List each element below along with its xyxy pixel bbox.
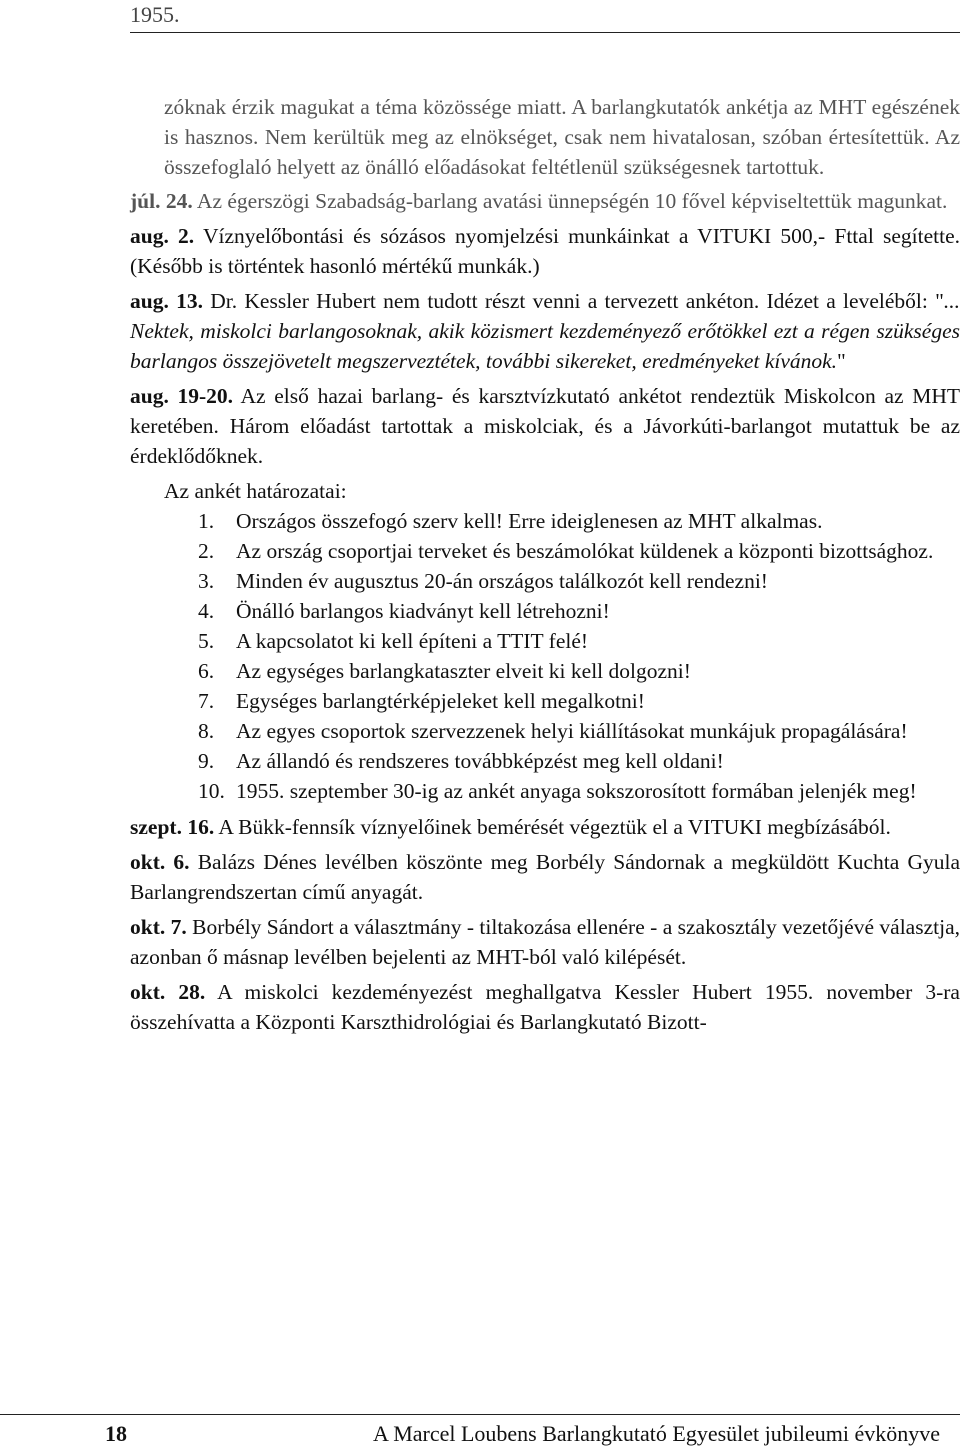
entry-date: okt. 6. [130,850,190,874]
list-item-number: 5. [198,629,215,653]
entry-text: Az első hazai barlang- és karsztvízkutató ankétot rendeztük Miskolcon az MHT keretében. Három előadást tartottak a miskolciak, és a Jávorkúti-barlangot mutattuk be az érdeklődőknek. [130,384,960,468]
list-item-text: Minden év augusztus 20-án országos találkozót kell rendezni! [236,569,768,593]
list-item-number: 8. [198,719,215,743]
entry-szept-16 [130,812,960,842]
list-item [164,776,960,806]
header-year: 1955. [130,2,180,27]
entry-date: okt. 28. [130,980,206,1004]
list-item-number: 10. [198,779,225,803]
list-item-text: Országos összefogó szerv kell! Erre ideiglenesen az MHT alkalmas. [236,509,823,533]
list-item-number: 3. [198,569,215,593]
entry-okt-28 [130,977,960,1037]
list-item-number: 7. [198,689,215,713]
list-item [164,566,960,596]
entry-text: Borbély Sándort a választmány - tiltakozása ellenére - a szakosztály vezetőjévé választja, azonban ő másnap levélben bejelenti az MHT-ból való kilépését. [130,915,960,969]
entry-date: júl. 24. [130,189,193,213]
list-item-text: Az állandó és rendszeres továbbképzést meg kell oldani! [236,749,724,773]
entry-text: Balázs Dénes levélben köszönte meg Borbély Sándornak a megküldött Kuchta Gyula Barlangrendszertan című anyagát. [130,850,960,904]
entry-text: Dr. Kessler Hubert nem tudott részt venni a tervezett ankéton. Idézet a leveléből: " [210,289,944,313]
list-item-text: Az egységes barlangkataszter elveit ki kell dolgozni! [236,659,691,683]
running-header [130,2,960,33]
list-item-text: Az egyes csoportok szervezzenek helyi kiállításokat munkájuk propagálására! [236,719,908,743]
list-item-number: 6. [198,659,215,683]
list-item-text: 1955. szeptember 30-ig az ankét anyaga sokszorosított formában jelenjék meg! [236,779,917,803]
entry-date: aug. 13. [130,289,203,313]
page-footer [0,1414,960,1449]
entry-date: aug. 2. [130,224,195,248]
intro-paragraph: zóknak érzik magukat a téma közössége miatt. A barlangkutatók ankétja az MHT egészének is hasznos. Nem kerültük meg az elnökséget, csak nem hivatalosan, szóban értesítettük. Az összefoglaló helyett az önálló előadásokat feltétlenül szükségesnek tartottuk. [164,95,960,179]
entry-aug-13 [130,286,960,376]
entry-text: Víznyelőbontási és sózásos nyomjelzési munkáinkat a VITUKI 500,- Fttal segítette. (Később is történtek hasonló mértékű munkák.) [130,224,960,278]
resolutions-list [130,506,960,806]
list-item-text: Az ország csoportjai terveket és beszámolókat küldenek a központi bizottsághoz. [236,539,934,563]
list-item-text: Egységes barlangtérképjeleket kell megalkotni! [236,689,645,713]
entry-date: okt. 7. [130,915,187,939]
entry-text: A miskolci kezdeményezést meghallgatva Kessler Hubert 1955. november 3-ra összehívatta a Központi Karszthidrológiai és Barlangkutató Bizott- [130,980,960,1034]
list-item-number: 2. [198,539,215,563]
entry-quote: ... Nektek, miskolci barlangosoknak, akik közismert kezdeményező erőtökkel ezt a régen szükséges barlangos összejövetelt megszerveztétek, további sikereket, eredményeket kívánok. [130,289,960,373]
entry-aug-2 [130,221,960,281]
list-item-number: 1. [198,509,215,533]
list-item [164,656,960,686]
entry-jul-24 [130,186,960,216]
entry-text: Az égerszögi Szabadság-barlang avatási ünnepségén 10 fővel képviseltettük magunkat. [196,189,948,213]
book-title: A Marcel Loubens Barlangkutató Egyesület jubileumi évkönyve [373,1421,940,1446]
list-item-number: 9. [198,749,215,773]
list-item [164,596,960,626]
entry-date: aug. 19-20. [130,384,234,408]
list-item [164,506,960,536]
list-item [164,686,960,716]
list-item [164,626,960,656]
list-item [164,716,960,746]
list-item-text: A kapcsolatot ki kell építeni a TTIT felé! [236,629,589,653]
resolutions-title: Az ankét határozatai: [164,479,347,503]
list-item-number: 4. [198,599,215,623]
entry-date: szept. 16. [130,815,215,839]
list-item-text: Önálló barlangos kiadványt kell létrehozni! [236,599,610,623]
list-item [164,746,960,776]
entry-quote-end: " [837,349,846,373]
page-number: 18 [105,1421,127,1446]
entry-okt-7 [130,912,960,972]
entry-text: A Bükk-fennsík víznyelőinek bemérését végeztük el a VITUKI megbízásából. [218,815,891,839]
entry-aug-19-20 [130,381,960,471]
entry-okt-6 [130,847,960,907]
list-item [164,536,960,566]
page-body [130,92,960,1042]
